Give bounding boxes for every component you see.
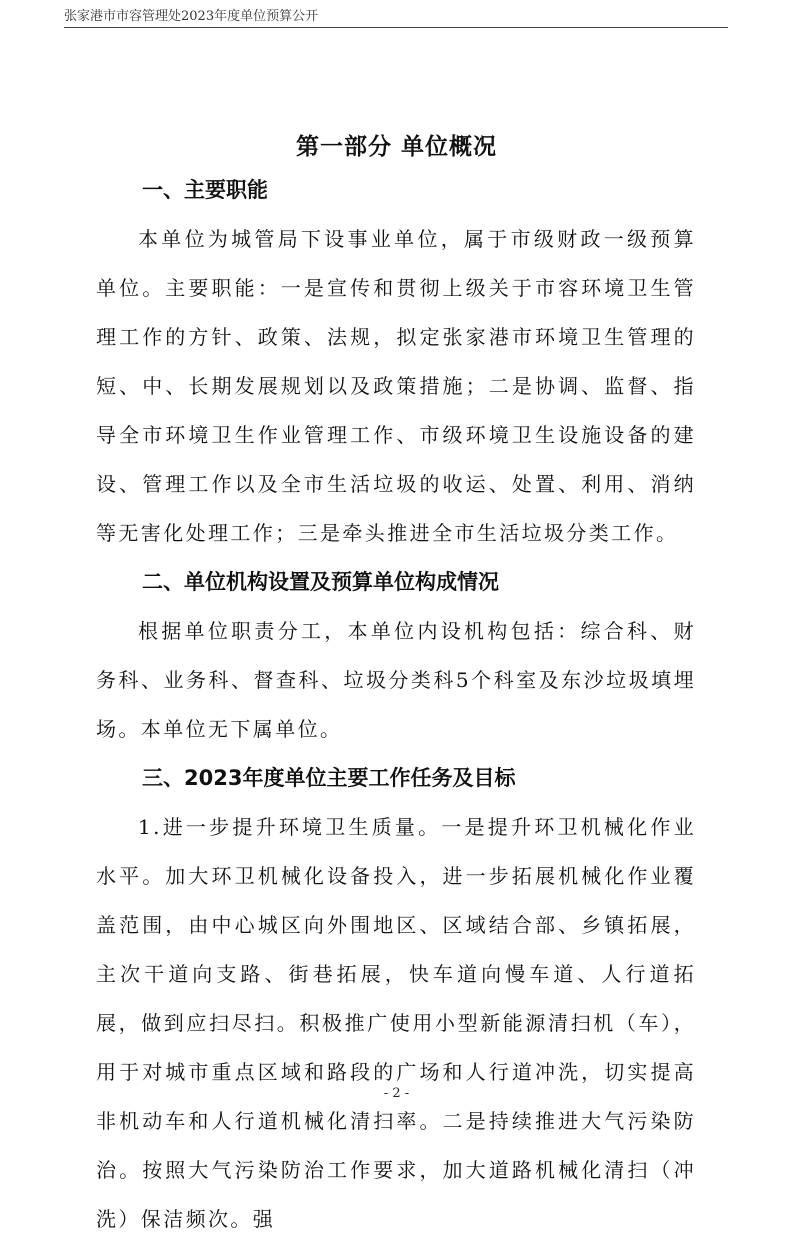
page-number: - 2 -: [383, 1086, 410, 1101]
paragraph-organization: 根据单位职责分工，本单位内设机构包括：综合科、财务科、业务科、督查科、垃圾分类科5个科室及东沙垃圾填埋场。本单位无下属单位。: [96, 619, 696, 741]
header-rule: [64, 27, 728, 28]
paragraph-main-functions: 本单位为城管局下设事业单位，属于市级财政一级预算单位。主要职能：一是宣传和贯彻上级关于市容环境卫生管理工作的方针、政策、法规，拟定张家港市环境卫生管理的短、中、长期发展规划以及政策措施；二是协调、监督、指导全市环境卫生作业管理工作、市级环境卫生设施设备的建设、管理工作以及全市生活垃圾的收运、处置、利用、消纳等无害化处理工作；三是牵头推进全市生活垃圾分类工作。: [96, 227, 696, 545]
section-heading-tasks-2023: 三、2023年度单位主要工作任务及目标: [142, 766, 516, 790]
section-heading-main-functions: 一、主要职能: [142, 178, 268, 202]
running-header: 张家港市市容管理处2023年度单位预算公开: [64, 9, 319, 24]
section-heading-organization: 二、单位机构设置及预算单位构成情况: [142, 570, 499, 594]
document-body: [96, 166, 696, 1244]
part-title: 第一部分 单位概况: [295, 134, 497, 160]
paragraph-tasks-2023: 1.进一步提升环境卫生质量。一是提升环卫机械化作业水平。加大环卫机械化设备投入，进一步拓展机械化作业覆盖范围，由中心城区向外围地区、区域结合部、乡镇拓展，主次干道向支路、街巷拓展，快车道向慢车道、人行道拓展，做到应扫尽扫。积极推广使用小型新能源清扫机（车），用于对城市重点区域和路段的广场和人行道冲洗，切实提高非机动车和人行道机械化清扫率。二是持续推进大气污染防治。按照大气污染防治工作要求，加大道路机械化清扫（冲洗）保洁频次。强: [96, 815, 696, 1231]
